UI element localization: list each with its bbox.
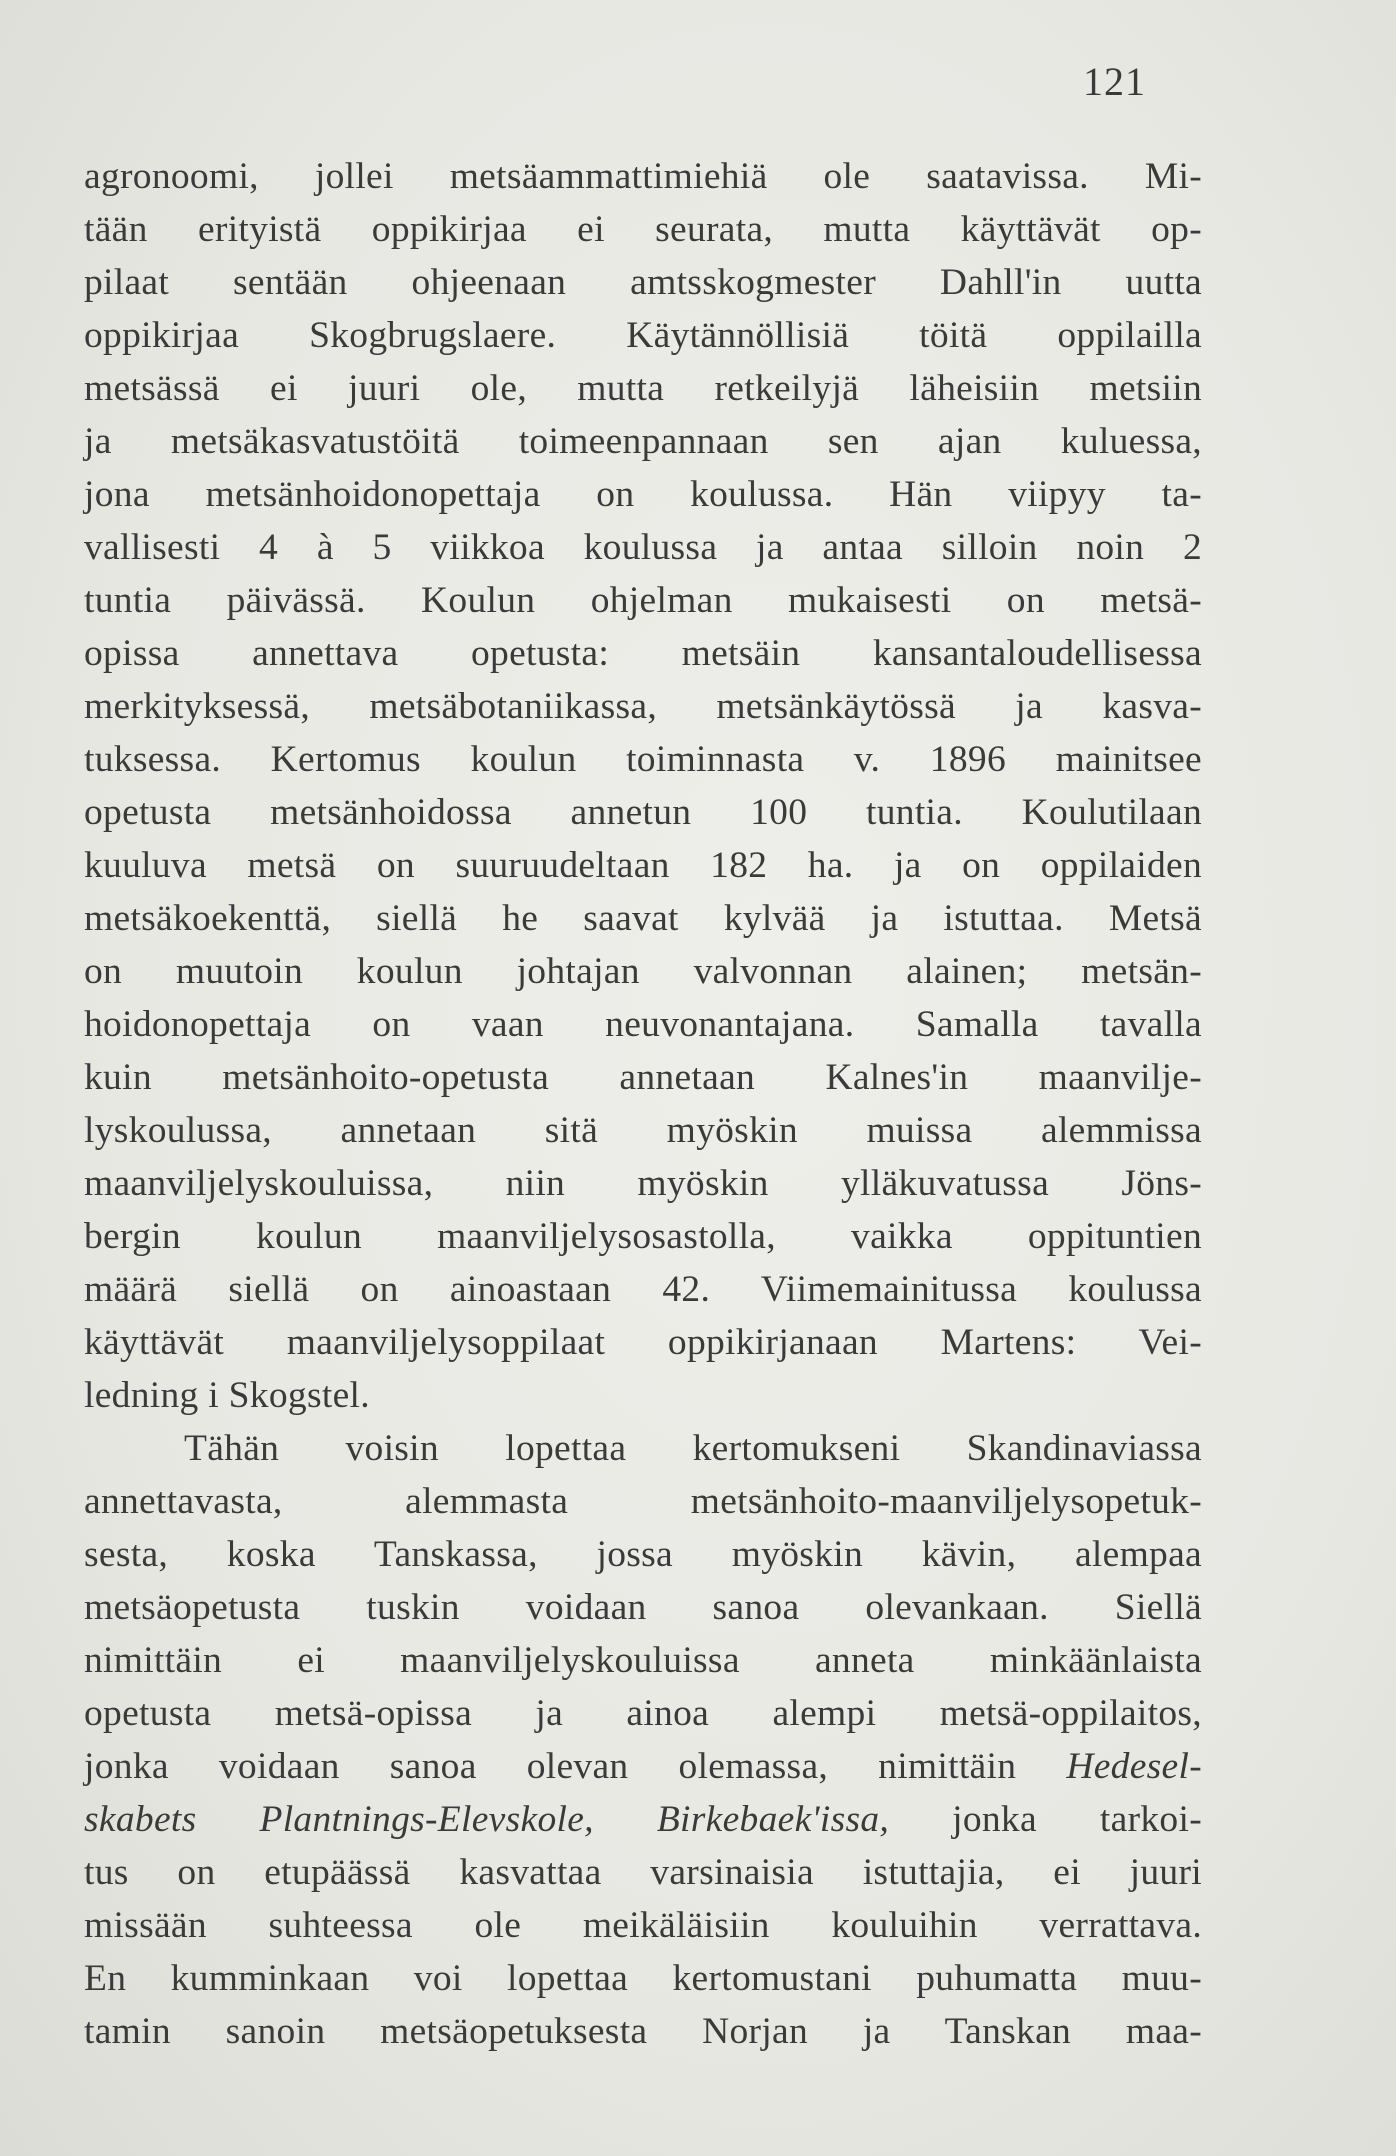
text-line: En kumminkaan voi lopettaa kertomustani puhumatta muu- xyxy=(84,1958,1202,1999)
text-line: on muutoin koulun johtajan valvonnan alainen; metsän- xyxy=(84,951,1202,992)
text-line: jona metsänhoidonopettaja on koulussa. Hän viipyy ta- xyxy=(84,474,1202,515)
text-line: määrä siellä on ainoastaan 42. Viimemainitussa koulussa xyxy=(84,1269,1202,1310)
text-line: vallisesti 4 à 5 viikkoa koulussa ja antaa silloin noin 2 xyxy=(84,527,1202,568)
paragraph-end-line: ledning i Skogstel. xyxy=(84,1375,370,1416)
text-line: opissa annettava opetusta: metsäin kansantaloudellisessa xyxy=(84,633,1202,674)
text-line: merkityksessä, metsäbotaniikassa, metsänkäytössä ja kasva- xyxy=(84,686,1202,727)
text-line: hoidonopettaja on vaan neuvonantajana. Samalla tavalla xyxy=(84,1004,1202,1045)
text-line: bergin koulun maanviljelysosastolla, vaikka oppituntien xyxy=(84,1216,1202,1257)
text-line-with-italic xyxy=(84,1740,1202,1793)
text-line: tuntia päivässä. Koulun ohjelman mukaisesti on metsä- xyxy=(84,580,1202,621)
text-line: metsäkoekenttä, siellä he saavat kylvää ja istuttaa. Metsä xyxy=(84,898,1202,939)
text-segment: jonka voidaan sanoa olevan olemassa, nimittäin xyxy=(84,1746,1067,1787)
text-line: tuksessa. Kertomus koulun toiminnasta v. 1896 mainitsee xyxy=(84,739,1202,780)
text-line: missään suhteessa ole meikäläisiin kouluihin verrattava. xyxy=(84,1905,1202,1946)
text-segment: jonka tarkoi- xyxy=(889,1799,1202,1840)
text-line: tamin sanoin metsäopetuksesta Norjan ja Tanskan maa- xyxy=(84,2011,1202,2052)
text-line: metsässä ei juuri ole, mutta retkeilyjä läheisiin metsiin xyxy=(84,368,1202,409)
body-text xyxy=(84,150,1202,2058)
page-number: 121 xyxy=(1083,59,1146,104)
text-line: kuin metsänhoito-opetusta annetaan Kalnes'in maanvilje- xyxy=(84,1057,1202,1098)
paragraph-start-line: Tähän voisin lopettaa kertomukseni Skandinaviassa xyxy=(184,1428,1202,1469)
italic-segment: skabets Plantnings-Elevskole, Birkebaek'issa, xyxy=(84,1799,890,1840)
text-line: tään erityistä oppikirjaa ei seurata, mutta käyttävät op- xyxy=(84,209,1202,250)
text-line: maanviljelyskouluissa, niin myöskin ylläkuvatussa Jöns- xyxy=(84,1163,1202,1204)
text-line: käyttävät maanviljelysoppilaat oppikirjanaan Martens: Vei- xyxy=(84,1322,1202,1363)
text-line: nimittäin ei maanviljelyskouluissa anneta minkäänlaista xyxy=(84,1640,1202,1681)
text-line: opetusta metsänhoidossa annetun 100 tuntia. Koulutilaan xyxy=(84,792,1202,833)
text-line: tus on etupäässä kasvattaa varsinaisia istuttajia, ei juuri xyxy=(84,1852,1202,1893)
text-line: lyskoulussa, annetaan sitä myöskin muissa alemmissa xyxy=(84,1110,1202,1151)
text-line: ja metsäkasvatustöitä toimeenpannaan sen ajan kuluessa, xyxy=(84,421,1202,462)
text-line: opetusta metsä-opissa ja ainoa alempi metsä-oppilaitos, xyxy=(84,1693,1202,1734)
text-line: pilaat sentään ohjeenaan amtsskogmester Dahll'in uutta xyxy=(84,262,1202,303)
text-line: oppikirjaa Skogbrugslaere. Käytännöllisiä töitä oppilailla xyxy=(84,315,1202,356)
text-line-with-italic xyxy=(84,1793,1202,1846)
italic-segment: Hedesel- xyxy=(1066,1746,1202,1787)
text-line: kuuluva metsä on suuruudeltaan 182 ha. ja on oppilaiden xyxy=(84,845,1202,886)
text-line: annettavasta, alemmasta metsänhoito-maanviljelysopetuk- xyxy=(84,1481,1202,1522)
text-line: metsäopetusta tuskin voidaan sanoa olevankaan. Siellä xyxy=(84,1587,1202,1628)
text-line: sesta, koska Tanskassa, jossa myöskin kävin, alempaa xyxy=(84,1534,1202,1575)
text-line: agronoomi, jollei metsäammattimiehiä ole saatavissa. Mi- xyxy=(84,156,1202,197)
